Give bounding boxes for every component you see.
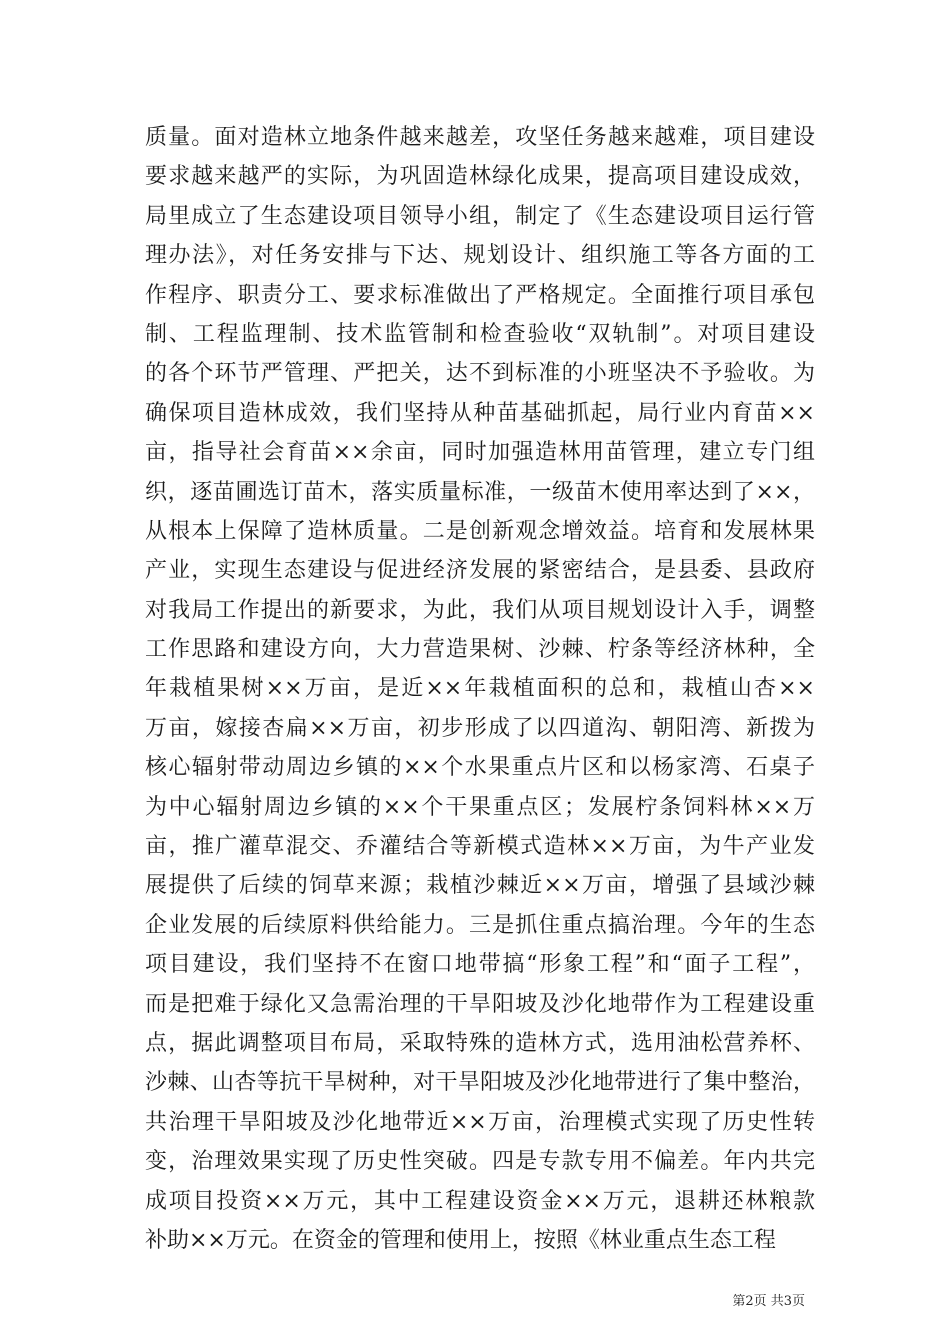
text-line: 共治理干旱阳坡及沙化地带近××万亩，治理模式实现了历史性转 — [145, 1109, 815, 1135]
text-line: 万亩，嫁接杏扁××万亩，初步形成了以四道沟、朝阳湾、新拨为 — [145, 715, 815, 741]
body-text — [145, 118, 815, 1260]
text-line: 制、工程监理制、技术监管制和检查验收“双轨制”。对项目建设 — [145, 321, 815, 347]
text-line: 变，治理效果实现了历史性突破。四是专款专用不偏差。年内共完 — [145, 1149, 815, 1175]
text-line: 作程序、职责分工、要求标准做出了严格规定。全面推行项目承包 — [145, 282, 815, 308]
text-line: 的各个环节严管理、严把关，达不到标准的小班坚决不予验收。为 — [145, 361, 815, 387]
text-line: 点，据此调整项目布局，采取特殊的造林方式，选用油松营养杯、 — [145, 1030, 815, 1056]
text-line: 企业发展的后续原料供给能力。三是抓住重点搞治理。今年的生态 — [145, 912, 815, 938]
text-line: 核心辐射带动周边乡镇的××个水果重点片区和以杨家湾、石桌子 — [145, 755, 815, 781]
page-number: 第2页 共3页 — [732, 1294, 805, 1309]
text-line: 项目建设，我们坚持不在窗口地带搞“形象工程”和“面子工程”， — [145, 952, 815, 978]
text-line: 工作思路和建设方向，大力营造果树、沙棘、柠条等经济林种，全 — [145, 637, 815, 663]
text-line: 产业，实现生态建设与促进经济发展的紧密结合，是县委、县政府 — [145, 558, 815, 584]
text-line: 亩，指导社会育苗××余亩，同时加强造林用苗管理，建立专门组 — [145, 440, 815, 466]
text-line: 补助××万元。在资金的管理和使用上，按照《林业重点生态工程 — [145, 1227, 776, 1253]
text-line: 为中心辐射周边乡镇的××个干果重点区；发展柠条饲料林××万 — [145, 794, 815, 820]
text-line: 沙棘、山杏等抗干旱树种，对干旱阳坡及沙化地带进行了集中整治， — [145, 1070, 815, 1096]
text-line: 年栽植果树××万亩，是近××年栽植面积的总和，栽植山杏×× — [145, 676, 815, 702]
text-line: 而是把难于绿化又急需治理的干旱阳坡及沙化地带作为工程建设重 — [145, 991, 815, 1017]
text-line: 对我局工作提出的新要求，为此，我们从项目规划设计入手，调整 — [145, 597, 815, 623]
text-line: 要求越来越严的实际，为巩固造林绿化成果，提高项目建设成效， — [145, 164, 815, 190]
text-line: 展提供了后续的饲草来源；栽植沙棘近××万亩，增强了县域沙棘 — [145, 873, 815, 899]
text-line: 质量。面对造林立地条件越来越差，攻坚任务越来越难，项目建设 — [145, 125, 815, 150]
text-line: 局里成立了生态建设项目领导小组，制定了《生态建设项目运行管 — [145, 203, 815, 229]
text-line: 理办法》，对任务安排与下达、规划设计、组织施工等各方面的工 — [145, 243, 815, 269]
text-line: 成项目投资××万元，其中工程建设资金××万元，退耕还林粮款 — [145, 1188, 815, 1214]
text-line: 织，逐苗圃选订苗木，落实质量标准，一级苗木使用率达到了××， — [145, 479, 815, 505]
text-line: 从根本上保障了造林质量。二是创新观念增效益。培育和发展林果 — [145, 518, 815, 544]
text-line: 确保项目造林成效，我们坚持从种苗基础抓起，局行业内育苗×× — [145, 400, 815, 426]
text-line: 亩，推广灌草混交、乔灌结合等新模式造林××万亩，为牛产业发 — [145, 834, 815, 860]
